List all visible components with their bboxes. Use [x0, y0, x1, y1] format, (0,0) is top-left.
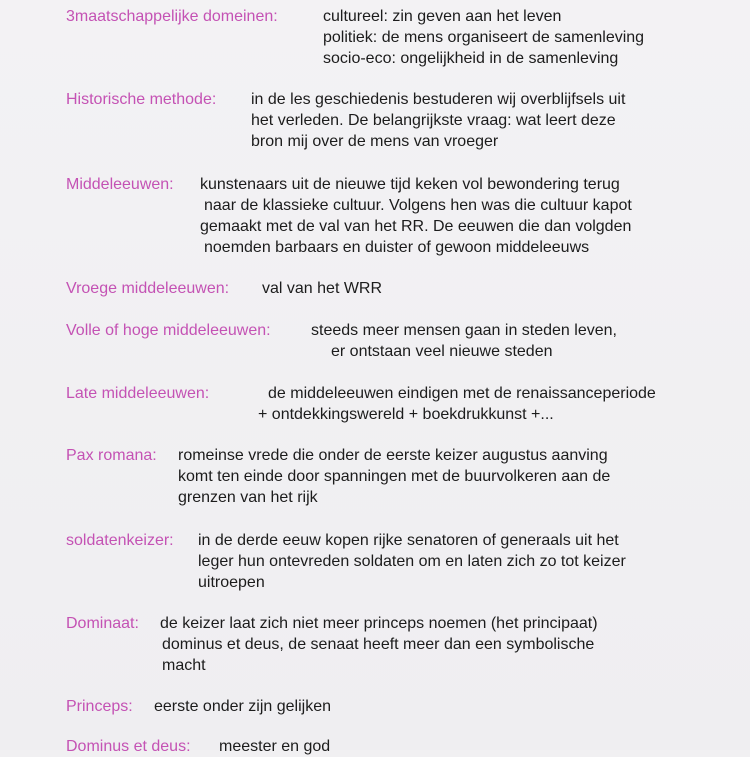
- definition-line: dominus et deus, de senaat heeft meer dan een symbolische: [162, 636, 595, 653]
- definition-line: in de les geschiedenis bestuderen wij overblijfsels uit: [251, 91, 626, 108]
- definition-term: Pax romana:: [66, 447, 157, 464]
- definition-line: noemden barbaars en duister of gewoon middeleeuws: [204, 239, 590, 256]
- definition-term: 3maatschappelijke domeinen:: [66, 8, 278, 25]
- definition-term: Princeps:: [66, 698, 133, 715]
- definition-line: in de derde eeuw kopen rijke senatoren of generaals uit het: [198, 532, 619, 549]
- definition-line: uitroepen: [198, 574, 265, 591]
- definition-line: de keizer laat zich niet meer princeps noemen (het principaat): [160, 615, 598, 632]
- definition-line: cultureel: zin geven aan het leven: [323, 8, 562, 25]
- definition-line: leger hun ontevreden soldaten om en laten zich zo tot keizer: [198, 553, 626, 570]
- definition-line: de middeleeuwen eindigen met de renaissanceperiode: [268, 385, 656, 402]
- definition-line: grenzen van het rijk: [178, 489, 318, 506]
- definition-line: kunstenaars uit de nieuwe tijd keken vol bewondering terug: [200, 176, 620, 193]
- definition-term: Vroege middeleeuwen:: [66, 280, 230, 297]
- definition-line: politiek: de mens organiseert de samenleving: [323, 29, 645, 46]
- definition-term: Late middeleeuwen:: [66, 385, 210, 402]
- definition-line: komt ten einde door spanningen met de buurvolkeren aan de: [178, 468, 611, 485]
- definition-term: Middeleeuwen:: [66, 176, 174, 193]
- definition-line: er ontstaan veel nieuwe steden: [331, 343, 553, 360]
- definition-line: naar de klassieke cultuur. Volgens hen was die cultuur kapot: [204, 197, 632, 214]
- definition-line: bron mij over de mens van vroeger: [251, 133, 499, 150]
- definition-line: meester en god: [219, 738, 331, 755]
- definition-line: steeds meer mensen gaan in steden leven,: [311, 322, 617, 339]
- definition-term: Dominaat:: [66, 615, 139, 632]
- definition-line: gemaakt met de val van het RR. De eeuwen die dan volgden: [200, 218, 632, 235]
- definition-line: val van het WRR: [262, 280, 383, 297]
- definition-line: + ontdekkingswereld + boekdrukkunst +...: [258, 406, 554, 423]
- definition-line: het verleden. De belangrijkste vraag: wat leert deze: [251, 112, 616, 129]
- definition-line: eerste onder zijn gelijken: [154, 698, 331, 715]
- definition-term: soldatenkeizer:: [66, 532, 174, 549]
- definition-line: romeinse vrede die onder de eerste keizer augustus aanving: [178, 447, 608, 464]
- definition-line: socio-eco: ongelijkheid in de samenleving: [323, 50, 619, 67]
- definition-term: Dominus et deus:: [66, 738, 191, 755]
- definition-line: macht: [162, 657, 206, 674]
- definition-term: Volle of hoge middeleeuwen:: [66, 322, 271, 339]
- definition-term: Historische methode:: [66, 91, 217, 108]
